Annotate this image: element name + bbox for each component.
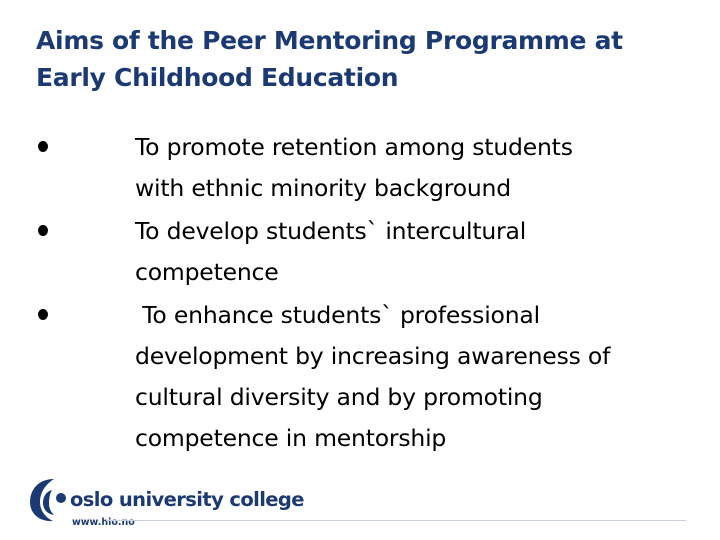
bullet-text-line: competence (135, 258, 279, 286)
college-logo (26, 472, 326, 532)
slide-title-line-1: Aims of the Peer Mentoring Programme at (36, 26, 623, 55)
logo-url: www.hio.no (72, 517, 135, 528)
slide-title-line-2: Early Childhood Education (36, 63, 399, 92)
bullet-text-line: To promote retention among students (135, 133, 573, 161)
bullet-text-line: To enhance students` professional (135, 301, 540, 329)
bullet-list (38, 127, 688, 461)
slide-title (36, 22, 696, 96)
bullet-text (135, 211, 688, 293)
bullet-text (135, 127, 688, 209)
hio-logo-mark-icon (26, 476, 70, 524)
bullet-text-line: To develop students` intercultural (135, 217, 527, 245)
bullet-text-line: development by increasing awareness of (135, 342, 611, 370)
bullet-item (38, 295, 688, 459)
bullet-text-line: cultural diversity and by promoting (135, 383, 543, 411)
bullet-item (38, 211, 688, 293)
bullet-text-line: competence in mentorship (135, 424, 447, 452)
bullet-dot-icon (38, 141, 48, 152)
logo-name: oslo university college (70, 488, 304, 511)
bullet-text-line: with ethnic minority background (135, 174, 511, 202)
bullet-item (38, 127, 688, 209)
bullet-text (135, 295, 688, 459)
bullet-dot-icon (38, 225, 48, 236)
bullet-dot-icon (38, 309, 48, 320)
footer-divider (106, 520, 686, 521)
